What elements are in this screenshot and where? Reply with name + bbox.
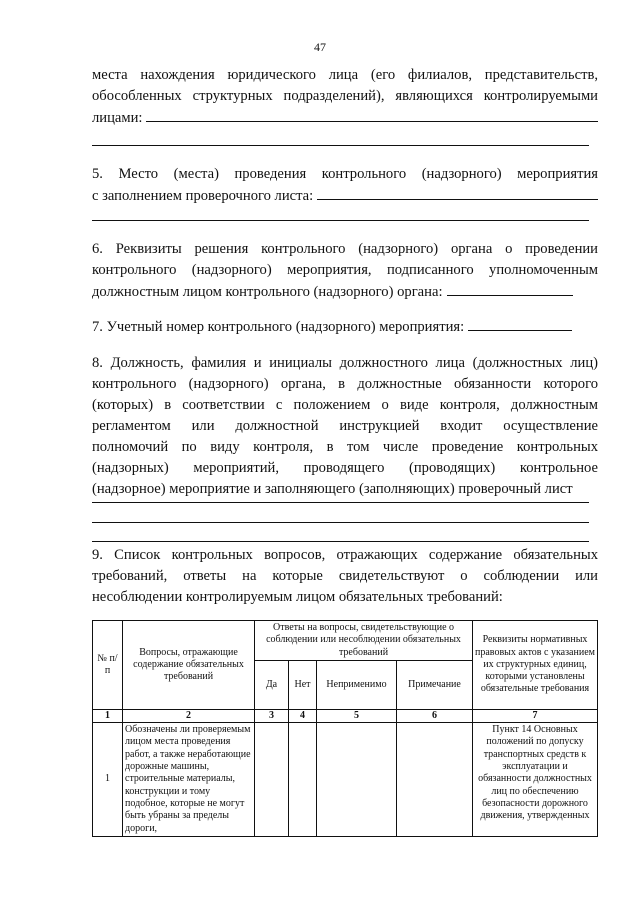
item-8-paragraph: [92, 353, 598, 500]
item-9-line: требований, ответы на которые свидетельствуют о соблюдении или: [92, 568, 598, 584]
blank-line[interactable]: [92, 502, 589, 503]
item-9-line: 9. Список контрольных вопросов, отражающих содержание обязательных: [92, 547, 598, 563]
blank-line[interactable]: [92, 541, 589, 542]
item-8-line: (надзорное) мероприятие и заполняющего (заполняющих) проверочный лист: [92, 481, 573, 497]
row-requisites: Пункт 14 Основных положений по допуску транспортных средств к эксплуатации и обязанности должностных лиц по обеспечению безопасности дорожного движения, утвержденных: [473, 723, 598, 837]
item-5-paragraph: [92, 164, 598, 207]
table-row: [93, 723, 598, 837]
table-header-row: [93, 621, 598, 661]
item-6-line: 6. Реквизиты решения контрольного (надзорного) органа о проведении: [92, 241, 598, 257]
item-7-paragraph: [92, 316, 598, 338]
item-6-line: контрольного (надзорного) мероприятия, подписанного уполномоченным: [92, 262, 598, 278]
blank-field[interactable]: [447, 281, 573, 296]
answer-yes-cell[interactable]: [255, 723, 289, 837]
blank-line[interactable]: [92, 220, 589, 221]
row-number: 1: [93, 723, 123, 837]
item-6-fill-line: [92, 281, 598, 303]
item-8-line: (надзорных) мероприятий, проводящего (проводящих) контрольное: [92, 460, 598, 476]
item-8-line: регламентом или должностной инструкцией входит осуществление: [92, 418, 598, 434]
item-8-line: 8. Должность, фамилия и инициалы должностного лица (должностных лиц): [92, 355, 598, 371]
item-6-paragraph: [92, 239, 598, 303]
item-5-fill-line: [92, 185, 598, 207]
column-number: 2: [123, 709, 255, 722]
header-no: Нет: [289, 660, 317, 709]
item-7-line: 7. Учетный номер контрольного (надзорного) мероприятия:: [92, 319, 465, 335]
answer-no-cell[interactable]: [289, 723, 317, 837]
column-number: 1: [93, 709, 123, 722]
note-cell[interactable]: [397, 723, 473, 837]
column-number-row: [93, 709, 598, 722]
item-6-line: должностным лицом контрольного (надзорного) органа:: [92, 284, 443, 300]
item-8-line: (которых) в соответствии с положением о виде контроля, должностным: [92, 397, 598, 413]
header-number: № п/п: [93, 621, 123, 710]
blank-field[interactable]: [468, 316, 572, 331]
item-5-line: 5. Место (места) проведения контрольного (надзорного) мероприятия: [92, 166, 598, 182]
header-note: Примечание: [397, 660, 473, 709]
column-number: 5: [317, 709, 397, 722]
item-9-paragraph: [92, 545, 598, 608]
intro-line: места нахождения юридического лица (его филиалов, представительств,: [92, 67, 598, 83]
blank-line[interactable]: [92, 522, 589, 523]
intro-fill-line: [92, 107, 598, 129]
header-questions: Вопросы, отражающие содержание обязательных требований: [123, 621, 255, 710]
item-5-line: с заполнением проверочного листа:: [92, 188, 314, 204]
item-7-fill-line: [92, 316, 598, 338]
answer-not-applicable-cell[interactable]: [317, 723, 397, 837]
item-9-line: несоблюдении контролируемым лицом обязательных требований:: [92, 589, 503, 605]
blank-field[interactable]: [317, 185, 598, 200]
header-yes: Да: [255, 660, 289, 709]
column-number: 4: [289, 709, 317, 722]
header-answers: Ответы на вопросы, свидетельствующие о соблюдении или несоблюдении обязательных требований: [255, 621, 473, 661]
intro-paragraph: [92, 65, 598, 129]
header-requisites: Реквизиты нормативных правовых актов с указанием их структурных единиц, которыми установлены обязательные требования: [473, 621, 598, 710]
page-number: 47: [314, 40, 326, 54]
blank-line[interactable]: [92, 145, 589, 146]
column-number: 6: [397, 709, 473, 722]
item-8-line: полномочий по виду контроля, в том числе проведение контрольных: [92, 439, 598, 455]
intro-line: обособленных структурных подразделений), являющихся контролируемыми: [92, 88, 598, 104]
intro-line: лицами:: [92, 110, 143, 126]
blank-field[interactable]: [146, 107, 598, 122]
column-number: 7: [473, 709, 598, 722]
checklist-table: [92, 620, 598, 837]
row-question: Обозначены ли проверяемым лицом места проведения работ, а также неработающие дорожные машины, строительные материалы, конструкции и тому подобное, которые не могут быть убраны за пределы дороги,: [123, 723, 255, 837]
column-number: 3: [255, 709, 289, 722]
item-8-line: контрольного (надзорного) органа, в должностные обязанности которого: [92, 376, 598, 392]
header-not-applicable: Неприменимо: [317, 660, 397, 709]
